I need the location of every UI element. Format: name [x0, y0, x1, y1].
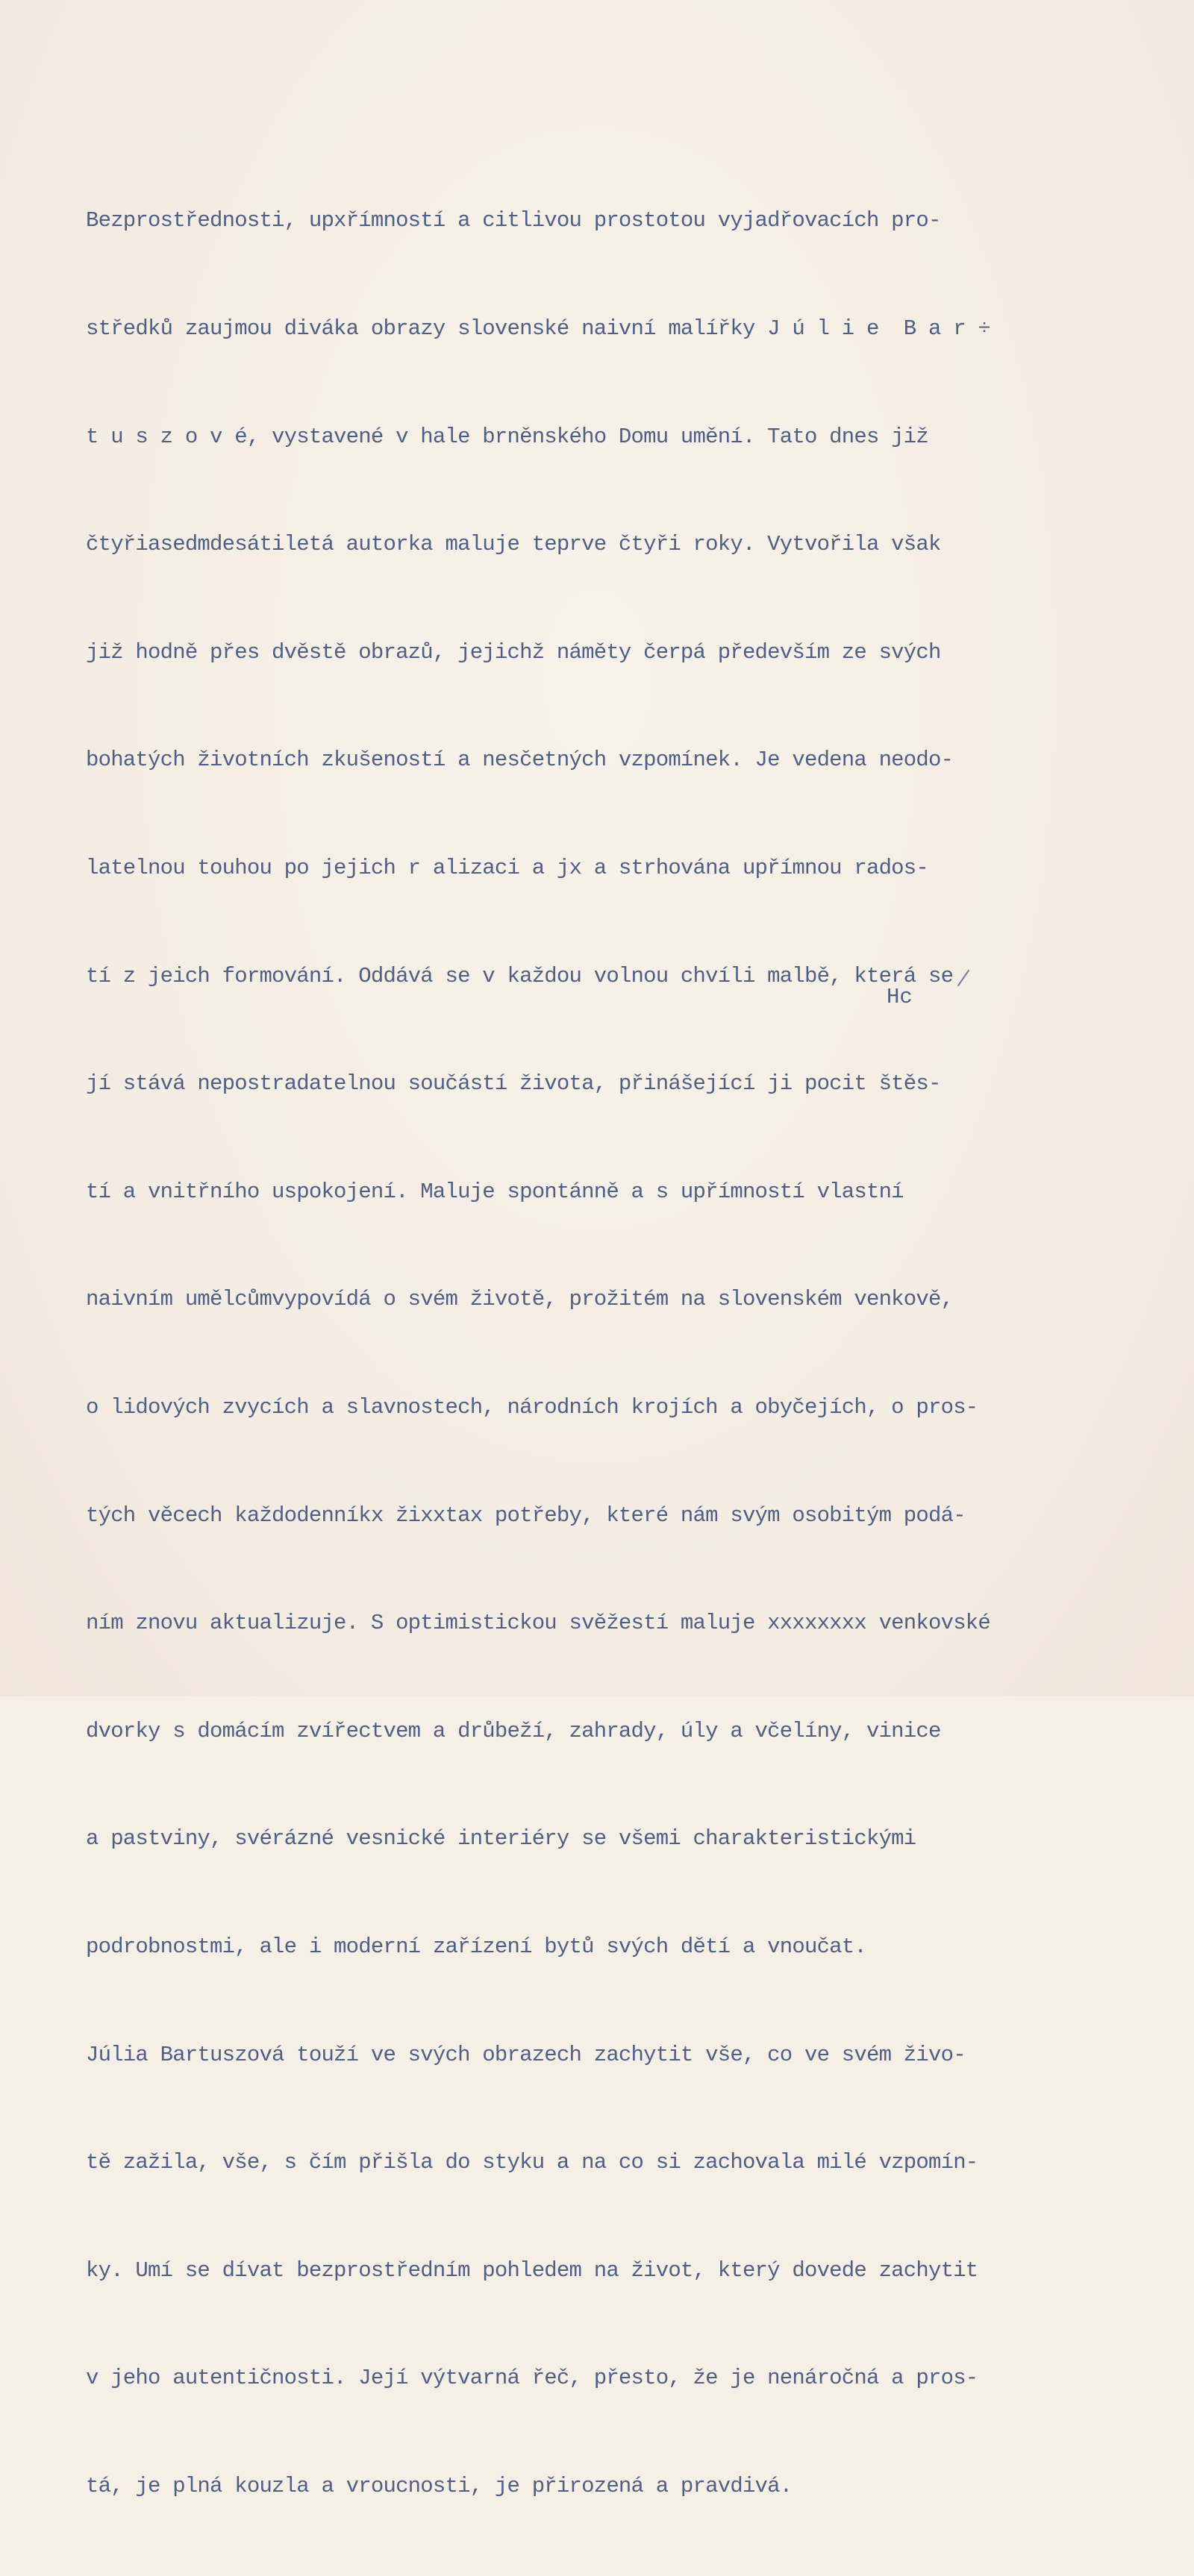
text-line-14: ním znovu aktualizuje. S optimistickou svěžestí maluje xxxxxxxx venkovské	[86, 1611, 991, 1636]
text-line-3: t u s z o v é, vystavené v hale brněnského Domu umění. Tato dnes již	[86, 424, 928, 449]
author-initials: Hc	[887, 985, 913, 1009]
text-line-4: čtyřiasedmdesátiletá autorka maluje teprve čtyři roky. Vytvořila však	[86, 532, 941, 557]
text-line-9: jí stává nepostradatelnou součástí života, přinášející ji pocit štěs-	[86, 1071, 941, 1097]
text-line-5: již hodně přes dvěstě obrazů, jejichž náměty čerpá především ze svých	[86, 639, 941, 665]
typewritten-body	[86, 131, 1160, 2576]
text-line-21: v jeho autentičnosti. Její výtvarná řeč, přesto, že je nenáročná a pros-	[86, 2366, 978, 2391]
text-line-6: bohatých životních zkušeností a nesčetných vzpomínek. Je vedena neodo-	[86, 748, 954, 773]
text-line-1: Bezprostřednosti, upxřímností a citlivou prostotou vyjadřovacích pro-	[86, 208, 941, 234]
text-line-15: dvorky s domácím zvířectvem a drůbeží, zahrady, úly a včelíny, vinice	[86, 1718, 941, 1743]
text-line-12: o lidových zvycích a slavnostech, národních krojích a obyčejích, o pros-	[86, 1394, 978, 1420]
text-line-11: naivním umělcůmvypovídá o svém životě, prožitém na slovenském venkově,	[86, 1287, 954, 1312]
text-line-8: tí z jeich formování. Oddává se v každou volnou chvíli malbě, která se	[86, 963, 954, 988]
text-line-22: tá, je plná kouzla a vroucnosti, je přirozená a pravdivá.	[86, 2473, 793, 2498]
text-line-13: tých věcech každodenníkx žixxtax potřeby, které nám svým osobitým podá-	[86, 1502, 966, 1528]
text-line-10: tí a vnitřního uspokojení. Maluje spontánně a s upřímností vlastní	[86, 1179, 904, 1204]
text-line-2: středků zaujmou diváka obrazy slovenské naivní malířky J ú l i e B a r ÷	[86, 316, 991, 341]
text-line-17: podrobnostmi, ale i moderní zařízení bytů svých dětí a vnoučat.	[86, 1934, 866, 1959]
text-line-19: tě zažila, vše, s čím přišla do styku a na co si zachovala milé vzpomín-	[86, 2150, 978, 2175]
text-line-18: Júlia Bartuszová touží ve svých obrazech zachytit vše, co ve svém živo-	[86, 2042, 966, 2067]
text-line-7: latelnou touhou po jejich r alizaci a jx a strhována upřímnou rados-	[86, 855, 928, 880]
text-line-20: ky. Umí se dívat bezprostředním pohledem na život, který dovede zachytit	[86, 2257, 978, 2283]
text-line-16: a pastviny, svérázné vesnické interiéry se všemi charakteristickými	[86, 1826, 916, 1852]
